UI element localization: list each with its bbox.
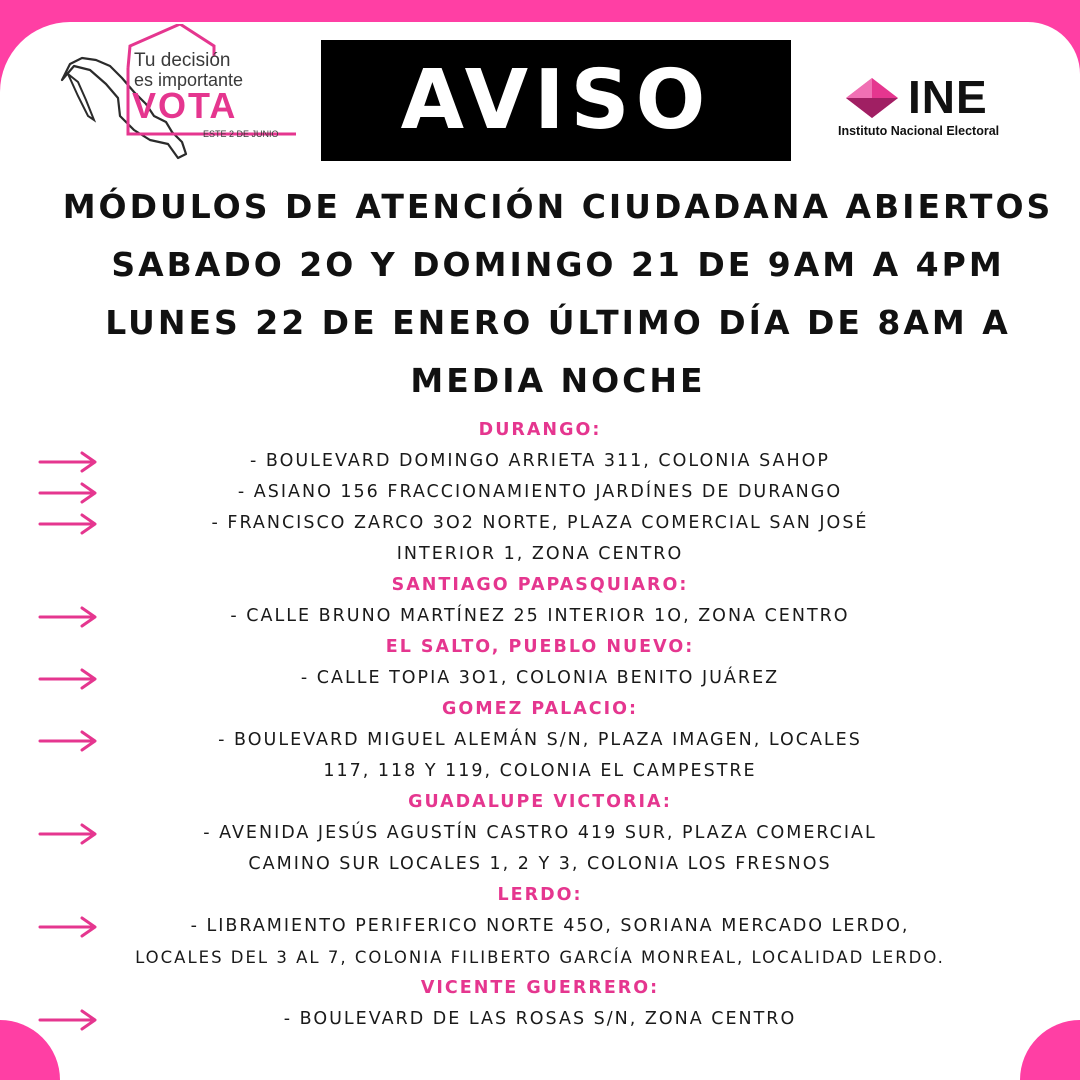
arrow-right-icon bbox=[38, 729, 98, 753]
headline bbox=[30, 178, 1080, 410]
address-text: LOCALES DEL 3 AL 7, COLONIA FILIBERTO GARCÍA MONREAL, LOCALIDAD LERDO. bbox=[135, 948, 945, 967]
arrow-right-icon bbox=[38, 667, 98, 691]
vota-logo bbox=[50, 24, 300, 170]
address-text: - BOULEVARD DOMINGO ARRIETA 311, COLONIA SAHOP bbox=[250, 451, 830, 471]
address-text: - ASIANO 156 FRACCIONAMIENTO JARDÍNES DE DURANGO bbox=[237, 482, 843, 502]
list-item bbox=[0, 539, 1080, 570]
arrow-right-icon bbox=[38, 915, 98, 939]
list-item bbox=[0, 756, 1080, 787]
list-item bbox=[0, 818, 1080, 849]
ine-logo bbox=[838, 71, 1048, 144]
list-item bbox=[0, 446, 1080, 477]
address-text: - AVENIDA JESÚS AGUSTÍN CASTRO 419 SUR, PLAZA COMERCIAL bbox=[203, 823, 877, 843]
address-text: - LIBRAMIENTO PERIFERICO NORTE 45O, SORIANA MERCADO LERDO, bbox=[190, 916, 910, 936]
list-item bbox=[0, 508, 1080, 539]
address-text: - BOULEVARD MIGUEL ALEMÁN S/N, PLAZA IMAGEN, LOCALES bbox=[218, 730, 862, 750]
address-text: INTERIOR 1, ZONA CENTRO bbox=[396, 544, 684, 564]
vota-wordmark: VOTA bbox=[132, 85, 238, 126]
region-heading: DURANGO: bbox=[478, 420, 602, 440]
address-text: - CALLE TOPIA 3O1, COLONIA BENITO JUÁREZ bbox=[300, 668, 780, 688]
region-heading: SANTIAGO PAPASQUIARO: bbox=[391, 575, 689, 595]
location-list bbox=[0, 415, 1080, 1035]
ine-diamond-icon bbox=[838, 74, 908, 122]
list-item bbox=[0, 601, 1080, 632]
headline-line: MEDIA NOCHE bbox=[410, 361, 706, 400]
arrow-right-icon bbox=[38, 512, 98, 536]
arrow-right-icon bbox=[38, 450, 98, 474]
region-heading: GOMEZ PALACIO: bbox=[441, 699, 639, 719]
address-text: - CALLE BRUNO MARTÍNEZ 25 INTERIOR 1O, ZONA CENTRO bbox=[230, 606, 850, 626]
region-heading: GUADALUPE VICTORIA: bbox=[408, 792, 672, 812]
address-text: 117, 118 Y 119, COLONIA EL CAMPESTRE bbox=[323, 761, 757, 781]
logo-date: ESTE 2 DE JUNIO bbox=[203, 129, 279, 139]
logo-line2: es importante bbox=[134, 70, 244, 90]
address-text: - FRANCISCO ZARCO 3O2 NORTE, PLAZA COMERCIAL SAN JOSÉ bbox=[211, 513, 869, 533]
list-item bbox=[0, 849, 1080, 880]
list-item bbox=[0, 942, 1080, 973]
region-heading: LERDO: bbox=[497, 885, 583, 905]
headline-line: LUNES 22 DE ENERO ÚLTIMO DÍA DE 8AM A bbox=[105, 303, 1011, 342]
region-heading: VICENTE GUERRERO: bbox=[420, 978, 660, 998]
ine-subtitle: Instituto Nacional Electoral bbox=[838, 124, 1000, 138]
arrow-right-icon bbox=[38, 822, 98, 846]
headline-line: MÓDULOS DE ATENCIÓN CIUDADANA ABIERTOS bbox=[62, 187, 1054, 226]
list-item bbox=[0, 1004, 1080, 1035]
address-text: CAMINO SUR LOCALES 1, 2 Y 3, COLONIA LOS FRESNOS bbox=[248, 854, 832, 874]
list-item bbox=[0, 725, 1080, 756]
list-item bbox=[0, 477, 1080, 508]
region-heading: EL SALTO, PUEBLO NUEVO: bbox=[385, 637, 695, 657]
address-text: - BOULEVARD DE LAS ROSAS S/N, ZONA CENTRO bbox=[283, 1009, 797, 1029]
arrow-right-icon bbox=[38, 605, 98, 629]
logo-line1: Tu decisión bbox=[134, 50, 231, 71]
aviso-banner: AVISO bbox=[321, 40, 791, 161]
arrow-right-icon bbox=[38, 1008, 98, 1032]
list-item bbox=[0, 911, 1080, 942]
headline-line: SABADO 2O Y DOMINGO 21 DE 9AM A 4PM bbox=[111, 245, 1005, 284]
arrow-right-icon bbox=[38, 481, 98, 505]
list-item bbox=[0, 663, 1080, 694]
ine-wordmark: INE bbox=[908, 71, 988, 123]
